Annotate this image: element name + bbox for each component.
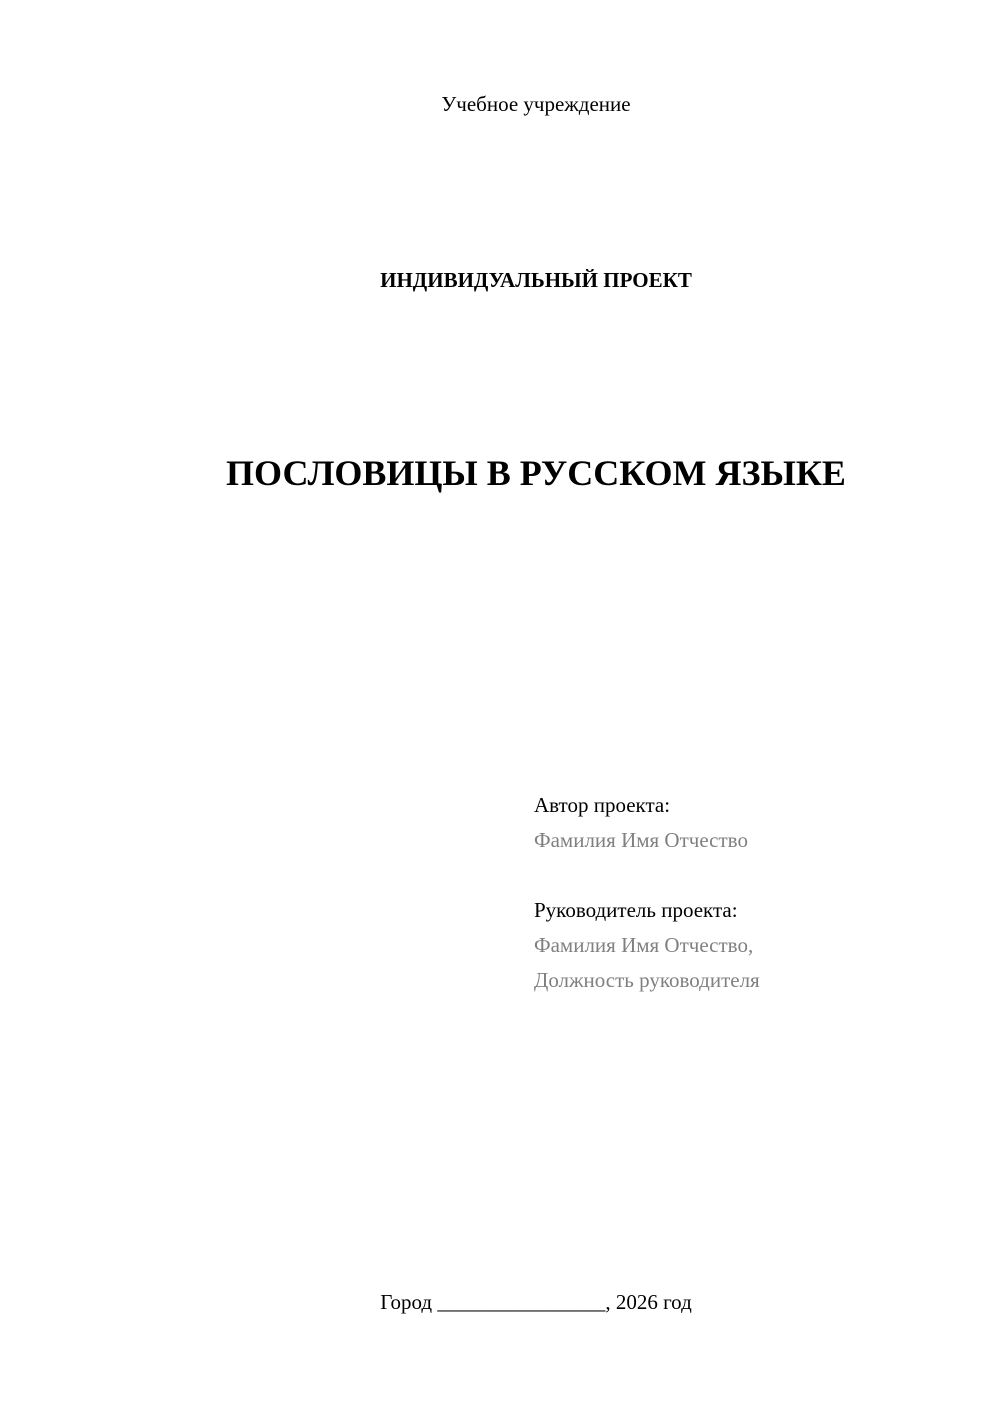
- supervisor-label: Руководитель проекта:: [534, 898, 738, 922]
- document-type: ИНДИВИДУАЛЬНЫЙ ПРОЕКТ: [380, 268, 692, 292]
- spacer: [534, 858, 760, 893]
- project-info-block: [534, 788, 760, 998]
- author-name: Фамилия Имя Отчество: [534, 828, 748, 852]
- institution-name: Учебное учреждение: [441, 92, 631, 116]
- supervisor-name: Фамилия Имя Отчество,: [534, 933, 754, 957]
- city-year-footer: Город ________________, 2026 год: [380, 1290, 692, 1314]
- supervisor-position: Должность руководителя: [534, 968, 760, 992]
- document-title: ПОСЛОВИЦЫ В РУССКОМ ЯЗЫКЕ: [226, 453, 846, 493]
- author-label: Автор проекта:: [534, 793, 671, 817]
